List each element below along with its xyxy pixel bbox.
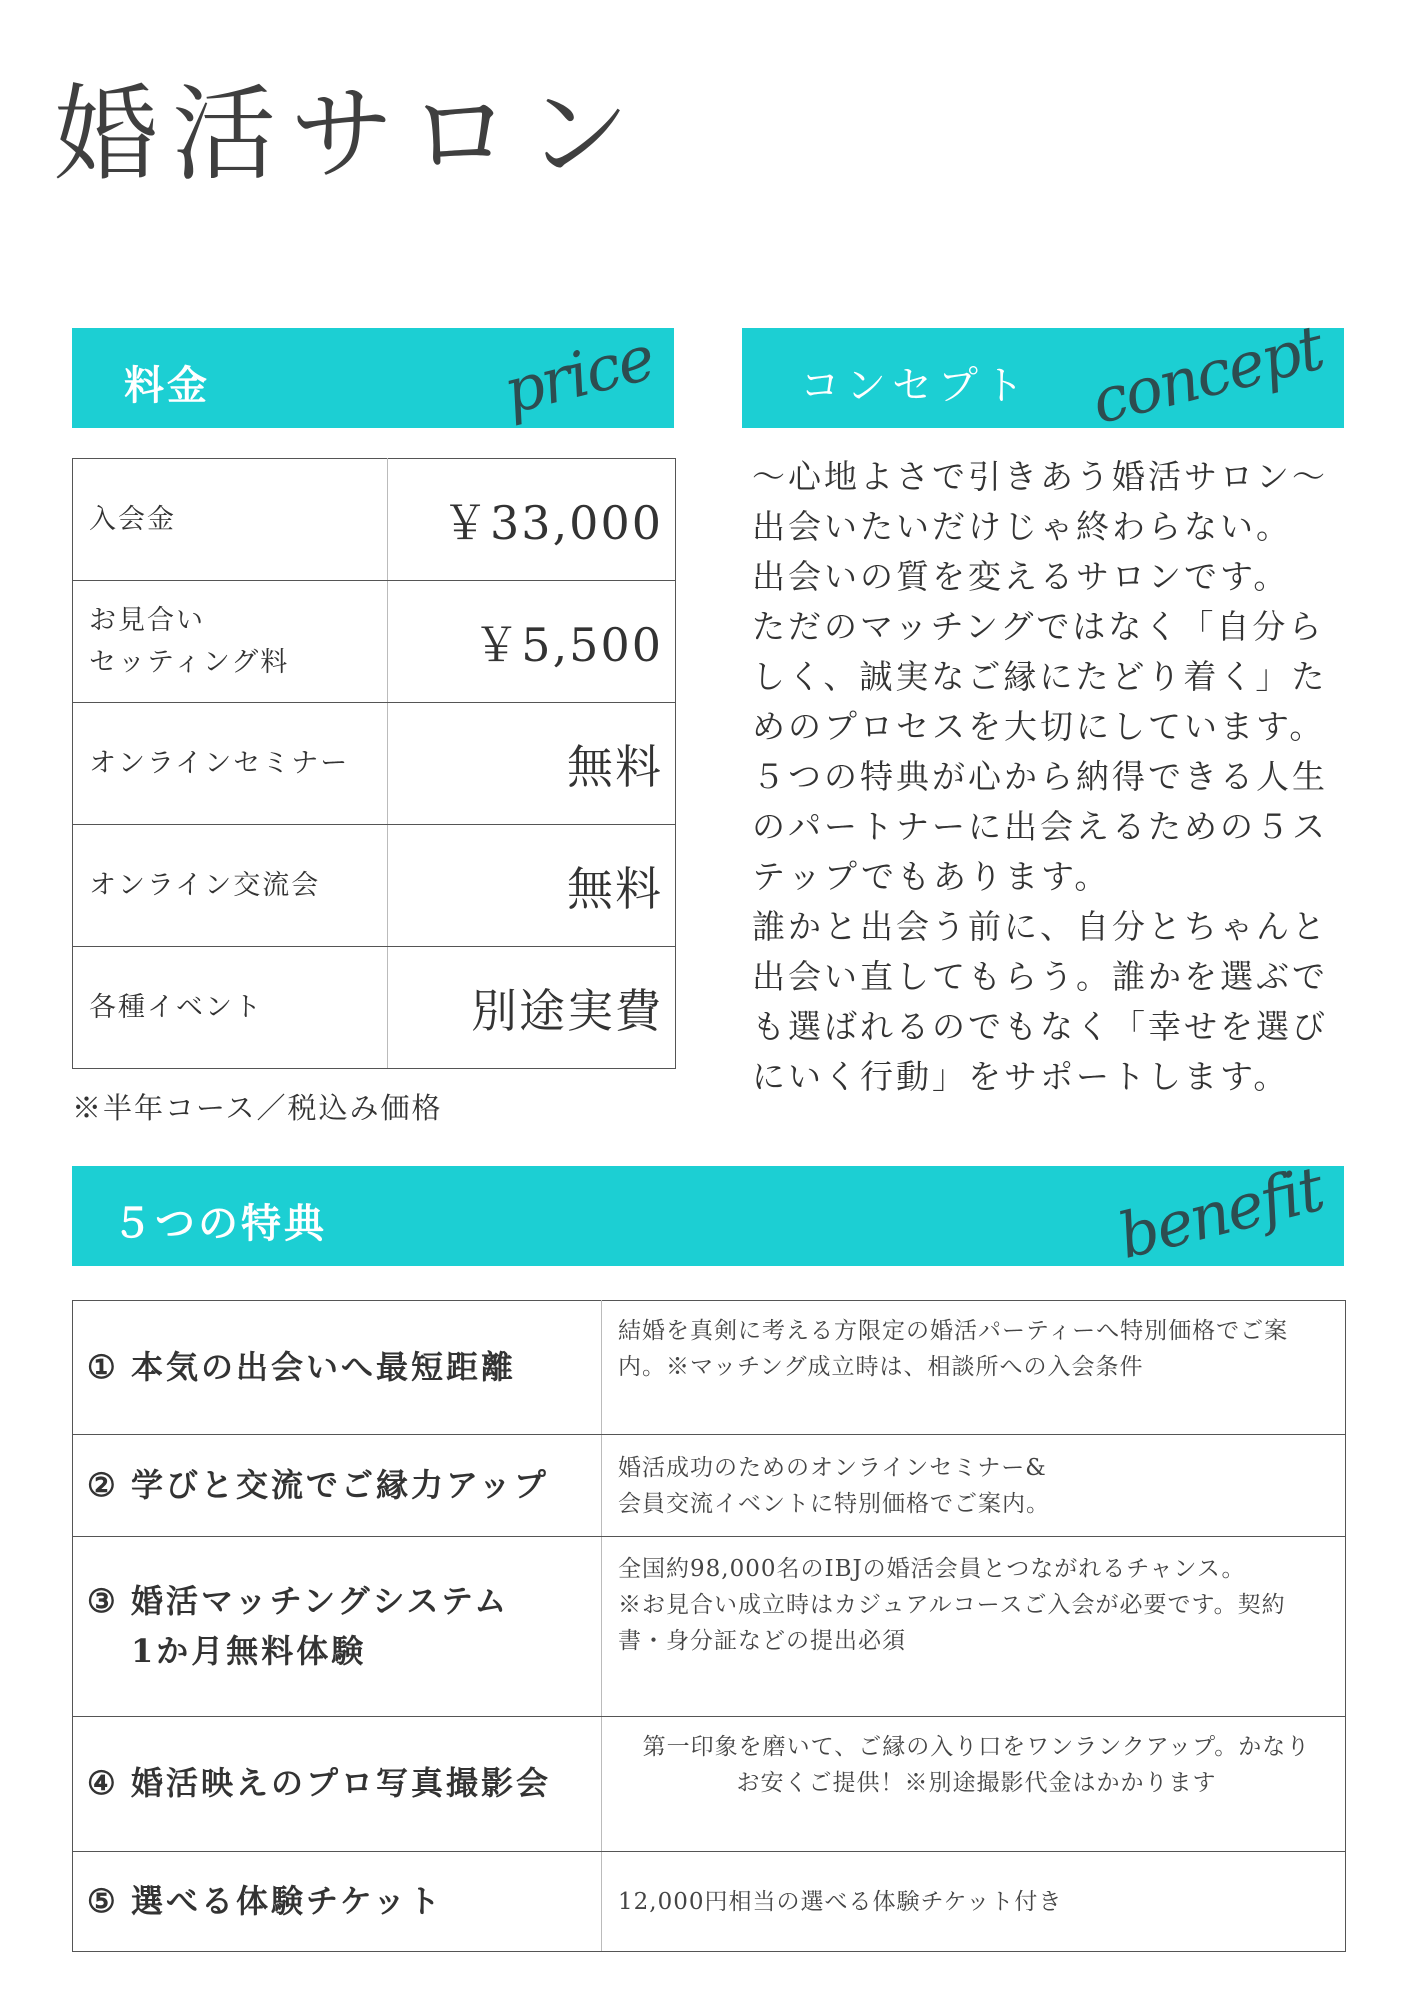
concept-line: 誰かと出会う前に、自分とちゃんと [752, 907, 1328, 946]
benefit-title [73, 1852, 602, 1952]
benefit-number: ① [87, 1347, 119, 1386]
benefit-script-text: benefit [1111, 1152, 1330, 1273]
price-row [73, 703, 676, 825]
concept-text [752, 452, 1352, 1102]
benefit-desc-line: 第一印象を磨いて、ご縁の入り口をワンランクアップ。かなり [642, 1734, 1311, 1760]
price-item-name-line: お見合い [89, 604, 205, 636]
benefit-number: ③ [87, 1582, 119, 1620]
benefit-desc-line: 全国約98,000名のIBJの婚活会員とつながれるチャンス。 [618, 1556, 1246, 1582]
price-item-name: 各種イベント [73, 947, 388, 1069]
concept-script-text: concept [1084, 310, 1330, 439]
benefit-number: ④ [87, 1764, 119, 1803]
concept-line: ただのマッチングではなく「自分ら [752, 607, 1325, 646]
price-item-name: オンラインセミナー [73, 703, 388, 825]
concept-line: にいく行動」をサポートします。 [752, 1057, 1290, 1096]
price-item-value: ￥33,000 [388, 459, 676, 581]
benefit-title [73, 1717, 602, 1852]
benefit-title-line: 1か月無料体験 [131, 1631, 367, 1670]
price-row [73, 581, 676, 703]
concept-line: ～心地よさで引きあう婚活サロン～ [752, 457, 1328, 496]
concept-line: 出会いの質を変えるサロンです。 [752, 557, 1290, 596]
page-title: 婚活サロン [54, 73, 645, 195]
price-row [73, 459, 676, 581]
benefit-row [73, 1717, 1346, 1852]
price-note: ※半年コース／税込み価格 [72, 1091, 443, 1125]
concept-line: 出会い直してもらう。誰かを選ぶで [752, 957, 1328, 996]
concept-line: のパートナーに出会えるための５ス [752, 807, 1328, 846]
benefit-number: ② [87, 1465, 119, 1504]
benefit-title [73, 1301, 602, 1435]
benefit-table [72, 1300, 1346, 1952]
benefit-row [73, 1852, 1346, 1952]
concept-line: めのプロセスを大切にしています。 [752, 707, 1326, 746]
benefit-description [602, 1435, 1346, 1537]
benefit-desc-line: 書・身分証などの提出必須 [618, 1628, 906, 1654]
benefit-desc-line: 12,000円相当の選べる体験チケット付き [618, 1888, 1063, 1915]
price-item-value: 無料 [388, 825, 676, 947]
price-item-value: 別途実費 [388, 947, 676, 1069]
benefit-desc-line: お安くご提供！※別途撮影代金はかかります [736, 1770, 1217, 1796]
price-item-name-line: セッティング料 [89, 646, 290, 678]
price-table [72, 458, 676, 1069]
benefit-description [602, 1537, 1346, 1717]
benefit-description [602, 1717, 1346, 1852]
benefit-title-line: 婚活マッチングシステム [131, 1582, 510, 1620]
concept-line: しく、誠実なご縁にたどり着く」た [752, 657, 1328, 696]
price-item-name [73, 581, 388, 703]
concept-line: 出会いたいだけじゃ終わらない。 [752, 507, 1292, 546]
benefit-title [73, 1537, 602, 1717]
price-section-header [72, 320, 674, 429]
benefit-desc-line: 会員交流イベントに特別価格でご案内。 [618, 1490, 1050, 1517]
benefit-row [73, 1537, 1346, 1717]
benefit-desc-line: 内。※マッチング成立時は、相談所への入会条件 [618, 1354, 1144, 1380]
price-script-text: price [496, 320, 661, 429]
concept-line: ５つの特典が心から納得できる人生 [752, 757, 1328, 796]
benefit-description [602, 1852, 1346, 1952]
price-item-name: 入会金 [73, 459, 388, 581]
benefit-title-line: 選べる体験チケット [131, 1881, 444, 1920]
price-row [73, 825, 676, 947]
benefit-title-line: 本気の出会いへ最短距離 [131, 1347, 517, 1386]
price-item-value: ￥5,500 [388, 581, 676, 703]
price-item-value: 無料 [388, 703, 676, 825]
benefit-number: ⑤ [87, 1881, 119, 1920]
benefit-title-line: 学びと交流でご縁力アップ [131, 1465, 549, 1504]
concept-section-header [742, 310, 1344, 439]
price-section-label: 料金 [124, 362, 210, 409]
benefit-description [602, 1301, 1346, 1435]
price-item-name: オンライン交流会 [73, 825, 388, 947]
benefit-desc-line: ※お見合い成立時はカジュアルコースご入会が必要です。契約 [618, 1592, 1286, 1618]
price-row [73, 947, 676, 1069]
concept-line: テップでもあります。 [752, 857, 1111, 896]
benefit-desc-line: 結婚を真剣に考える方限定の婚活パーティーへ特別価格でご案 [618, 1318, 1289, 1344]
benefit-section-label: ５つの特典 [112, 1200, 327, 1247]
benefit-section-header [72, 1152, 1344, 1273]
concept-line: も選ばれるのでもなく「幸せを選び [752, 1007, 1328, 1046]
benefit-title-line: 婚活映えのプロ写真撮影会 [131, 1764, 552, 1803]
benefit-row [73, 1435, 1346, 1537]
benefit-desc-line: 婚活成功のためのオンラインセミナー& [618, 1454, 1047, 1481]
benefit-title [73, 1435, 602, 1537]
concept-section-label: コンセプト [800, 363, 1030, 409]
benefit-row [73, 1301, 1346, 1435]
